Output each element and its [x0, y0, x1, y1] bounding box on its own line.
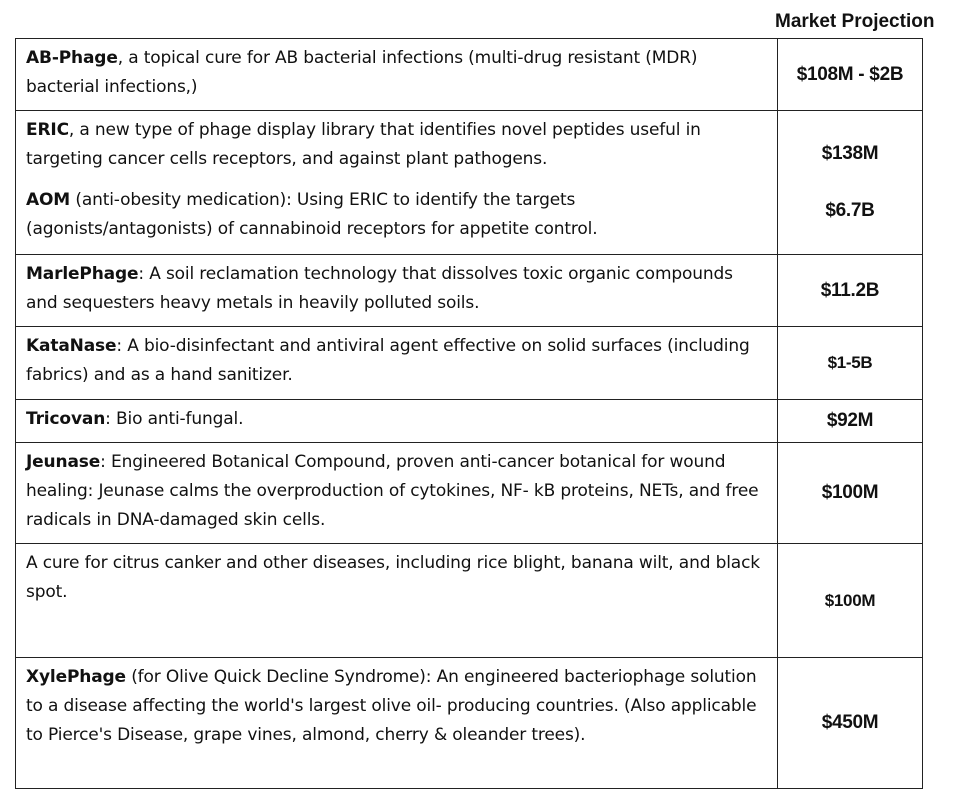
market-projection-table	[15, 38, 923, 789]
market-value-cell	[778, 400, 923, 443]
market-value: $138M	[821, 143, 879, 164]
product-text: : Bio anti-fungal.	[105, 409, 244, 429]
product-description-cell	[16, 111, 778, 255]
product-description-cell	[16, 400, 778, 443]
market-value: $92M	[826, 410, 874, 431]
product-name: Jeunase	[26, 452, 101, 472]
product-description	[26, 260, 767, 318]
table-row	[16, 327, 923, 400]
market-value-cell	[778, 658, 923, 789]
product-text: : A bio-disinfectant and antiviral agent effective on solid surfaces (including fabrics) and as a hand sanitizer.	[26, 336, 750, 385]
market-value: $108M - $2B	[796, 63, 904, 85]
table-row	[16, 658, 923, 789]
product-text: (for Olive Quick Decline Syndrome): An engineered bacteriophage solution to a disease affecting the world's largest olive oil- producing countries. (Also applicable to Pierce's Disease, grape vines, almond, cherry & oleander trees).	[26, 667, 757, 745]
product-description	[26, 116, 767, 174]
table-row	[16, 443, 923, 544]
product-description	[26, 663, 767, 750]
product-name: AB-Phage	[26, 48, 118, 68]
market-value: $100M	[824, 590, 876, 610]
market-value: $11.2B	[820, 279, 880, 301]
product-text: A cure for citrus canker and other diseases, including rice blight, banana wilt, and black spot.	[26, 553, 760, 602]
market-projection-heading: Market Projection	[775, 11, 935, 32]
market-value-cell	[778, 111, 923, 255]
product-description-cell	[16, 255, 778, 327]
market-value-cell	[778, 443, 923, 544]
table-row	[16, 544, 923, 658]
product-description-cell	[16, 658, 778, 789]
market-value: $100M	[821, 482, 879, 503]
product-description	[26, 448, 767, 535]
product-text: (anti-obesity medication): Using ERIC to identify the targets (agonists/antagonists) of cannabinoid receptors for appetite control.	[26, 190, 598, 239]
product-name: MarlePhage	[26, 264, 139, 284]
market-value: $6.7B	[825, 200, 875, 221]
product-text: , a topical cure for AB bacterial infections (multi-drug resistant (MDR) bacterial infections,)	[26, 48, 698, 97]
market-value-cell	[778, 255, 923, 327]
product-name: AOM	[26, 190, 71, 210]
product-description	[26, 405, 767, 434]
market-value: $1-5B	[827, 353, 873, 372]
product-description-cell	[16, 327, 778, 400]
product-name: ERIC	[26, 120, 69, 140]
product-text: : Engineered Botanical Compound, proven anti-cancer botanical for wound healing: Jeunase calms the overproduction of cytokines, NF- kB proteins, NETs, and free radicals in DNA-damaged skin cells.	[26, 452, 759, 530]
product-name: Tricovan	[26, 409, 106, 429]
product-name: KataNase	[26, 336, 117, 356]
product-description-cell	[16, 39, 778, 111]
market-value: $450M	[821, 712, 879, 733]
product-description	[26, 549, 767, 607]
table-row	[16, 111, 923, 255]
product-description	[26, 332, 767, 390]
product-text: : A soil reclamation technology that dissolves toxic organic compounds and sequesters heavy metals in heavily polluted soils.	[26, 264, 733, 313]
product-description-cell	[16, 443, 778, 544]
product-name: XylePhage	[26, 667, 126, 687]
market-value-cell	[778, 39, 923, 111]
market-value-cell	[778, 544, 923, 658]
product-description	[26, 44, 767, 102]
table-row	[16, 400, 923, 443]
market-value-cell	[778, 327, 923, 400]
product-text: , a new type of phage display library that identifies novel peptides useful in targeting cancer cells receptors, and against plant pathogens.	[26, 120, 701, 169]
table-row	[16, 255, 923, 327]
product-description-cell	[16, 544, 778, 658]
product-description	[26, 186, 767, 244]
table-row	[16, 39, 923, 111]
